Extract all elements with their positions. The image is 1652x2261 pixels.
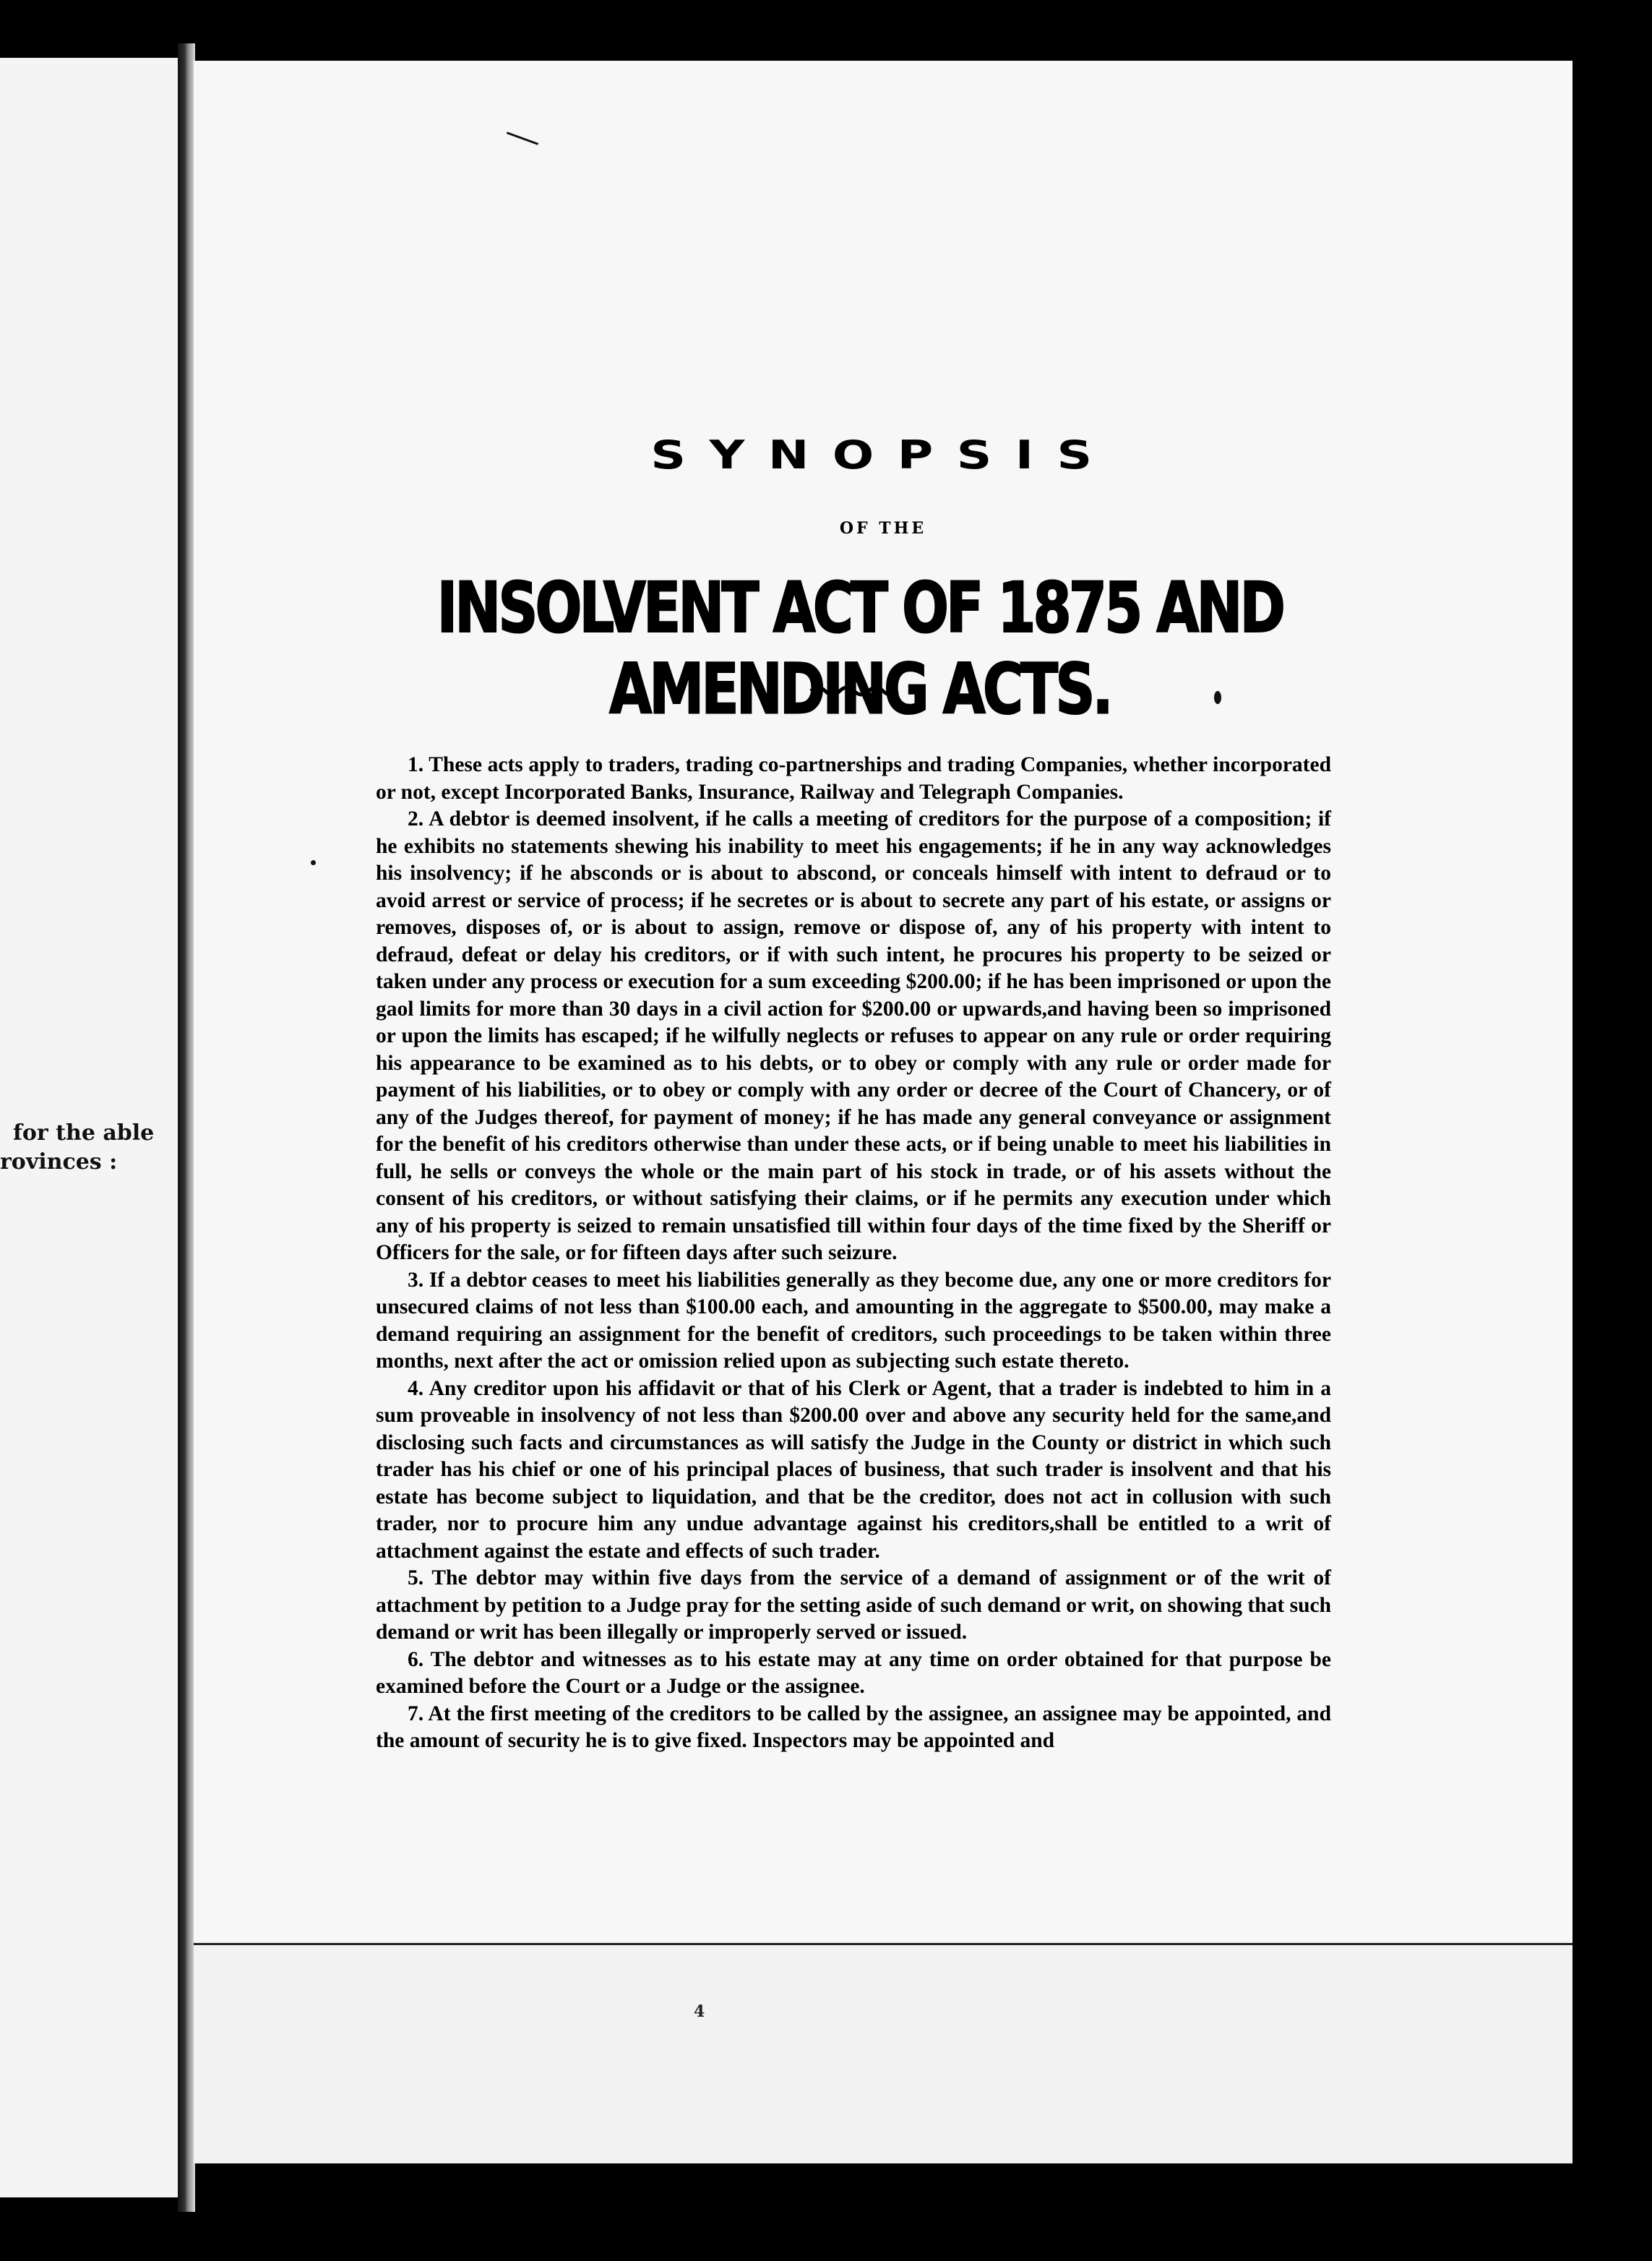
document-subtitle: INSOLVENT ACT OF 1875 AND AMENDING ACTS.: [436, 567, 1283, 730]
book-gutter: [178, 43, 195, 2212]
fragment-line-2: rovinces :: [0, 1149, 118, 1175]
document-title: SYNOPSIS: [650, 432, 1116, 478]
paragraph-7: 7. At the first meeting of the creditors to be called by the assignee, an assignee may be appointed, and the amount of security he is to give fixed. Inspectors may be appointed and: [376, 1702, 1331, 1752]
decorative-rule-icon: [809, 681, 903, 700]
paragraph-3: 3. If a debtor ceases to meet his liabilities generally as they become due, any one or more creditors for unsecured claims of not less than $100.00 each, and amounting in the aggregate to $500.00, may make a demand requiring an assignment for the benefit of creditors, such proceedings to be taken within three months, next after the act or omission relied upon as subjecting such estate thereto.: [376, 1268, 1331, 1373]
page-number: 4: [694, 2002, 705, 2021]
scan-speck: [311, 860, 316, 865]
document-body: [376, 752, 1331, 1755]
adjacent-page-fragment: [0, 58, 189, 2197]
paragraph-2: 2. A debtor is deemed insolvent, if he calls a meeting of creditors for the purpose of a composition; if he exhibits no statements shewing his inability to meet his engagements; if he in any way acknowledges his insolvency; if he absconds or is about to abscond, or conceals himself with intent to defraud or to avoid arrest or service of process; if he secretes or is about to secrete any part of his estate, or assigns or removes, disposes of, or is about to assign, remove or dispose of, any of his property with intent to defraud, defeat or delay his creditors, or if with such intent, he procures his property to be seized or taken under any process or execution for a sum exceeding $200.00; if he has been imprisoned or upon the gaol limits for more than 30 days in a civil action for $200.00 or upwards,and having been so imprisoned or upon the limits has escaped; if he wilfully neglects or refuses to appear on any rule or order requiring his appearance to be examined as to his debts, or to obey or comply with any rule or order made for payment of his liabilities, or to obey or comply with any order or decree of the Court of Chancery, or of any of the Judges thereof, for payment of money; if he has made any general conveyance or assignment for the benefit of his creditors otherwise than under these acts, or if being unable to meet his liabilities in full, he sells or conveys the whole or the main part of his stock in trade, or of his assets without the consent of his creditors, or without satisfying their claims, or if he permits any execution under which any of his property is seized to remain unsatisfied till within four days of the time fixed by the Sheriff or Officers for the sale, or for fifteen days after such seizure.: [376, 807, 1331, 1264]
paragraph-5: 5. The debtor may within five days from the service of a demand of assignment or of the writ of attachment by petition to a Judge pray for the setting aside of such demand or writ, on showing that such demand or writ has been illegally or improperly served or issued.: [376, 1566, 1331, 1644]
paragraph-1: 1. These acts apply to traders, trading co-partnerships and trading Companies, whether incorporated or not, except Incorporated Banks, Insurance, Railway and Telegraph Companies.: [376, 753, 1331, 804]
scan-speck: [1214, 691, 1221, 704]
title-connector: OF THE: [839, 519, 927, 538]
page-bottom-strip: [194, 1943, 1573, 2163]
paragraph-6: 6. The debtor and witnesses as to his estate may at any time on order obtained for that purpose be examined before the Court or a Judge or the assignee.: [376, 1647, 1331, 1698]
paragraph-4: 4. Any creditor upon his affidavit or that of his Clerk or Agent, that a trader is indebted to him in a sum proveable in insolvency of not less than $200.00 over and above any security held for the same,and disclosing such facts and circumstances as will satisfy the Judge in the County or district in which such trader has his chief or one of his principal places of business, that such trader is insolvent and that his estate has become subject to liquidation, and that be the creditor, does not act in collusion with such trader, nor to procure him any undue advantage against his creditors,shall be entitled to a writ of attachment against the estate and effects of such trader.: [376, 1376, 1331, 1563]
fragment-line-1: for the able: [13, 1120, 155, 1146]
